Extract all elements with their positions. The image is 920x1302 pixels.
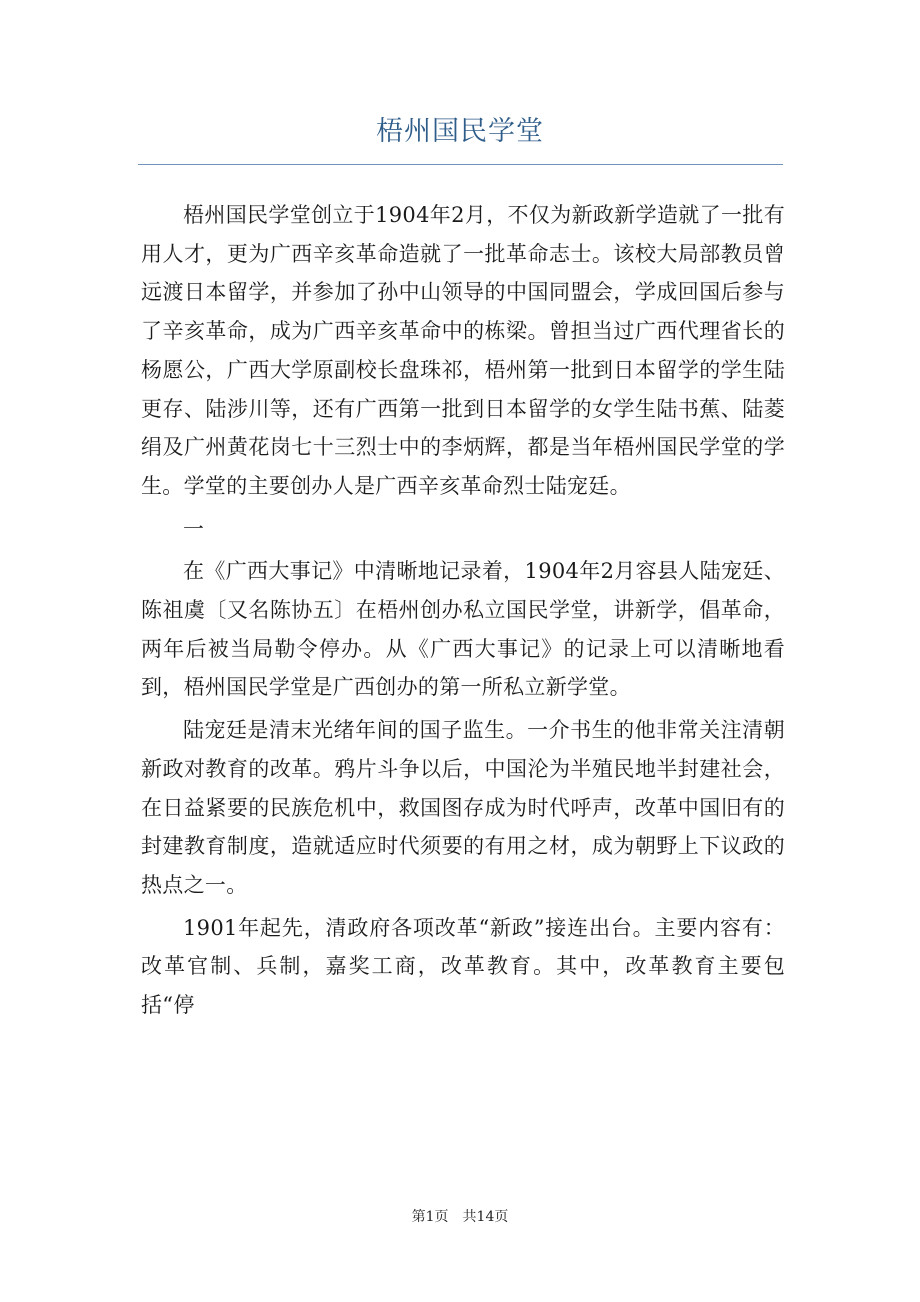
document-title: 梧州国民学堂 — [376, 116, 544, 147]
page-number: 第1页 — [411, 1209, 449, 1225]
total-pages: 共14页 — [462, 1209, 509, 1225]
paragraph-new-policy: 1901年起先，清政府各项改革“新政”接连出台。主要内容有：改革官制、兵制，嘉奖工商，改革教育。其中，改革教育主要包括“停 — [141, 915, 785, 1018]
title-divider — [138, 164, 783, 165]
page-footer — [0, 1207, 920, 1227]
paragraph-intro: 梧州国民学堂创立于1904年2月，不仅为新政新学造就了一批有用人才，更为广西辛亥革命造就了一批革命志士。该校大局部教员曾远渡日本留学，并参加了孙中山领导的中国同盟会，学成回国后参与了辛亥革命，成为广西辛亥革命中的栋梁。曾担当过广西代理省长的杨愿公，广西大学原副校长盘珠祁，梧州第一批到日本留学的学生陆更存、陆涉川等，还有广西第一批到日本留学的女学生陆书蕉、陆菱绢及广州黄花岗七十三烈士中的李炳辉，都是当年梧州国民学堂的学生。学堂的主要创办人是广西辛亥革命烈士陆宠廷。 — [141, 203, 785, 498]
section-heading-one: 一 — [183, 516, 205, 541]
document-body — [141, 196, 785, 1025]
paragraph-dashiji: 在《广西大事记》中清晰地记录着，1904年2月容县人陆宠廷、陈祖虞〔又名陈协五〕在梧州创办私立国民学堂，讲新学，倡革命，两年后被当局勒令停办。从《广西大事记》的记录上可以清晰地看到，梧州国民学堂是广西创办的第一所私立新学堂。 — [141, 559, 785, 700]
paragraph-lu-chongting: 陆宠廷是清末光绪年间的国子监生。一介书生的他非常关注清朝新政对教育的改革。鸦片斗争以后，中国沦为半殖民地半封建社会，在日益紧要的民族危机中，救国图存成为时代呼声，改革中国旧有的封建教育制度，造就适应时代须要的有用之材，成为朝野上下议政的热点之一。 — [141, 718, 785, 897]
